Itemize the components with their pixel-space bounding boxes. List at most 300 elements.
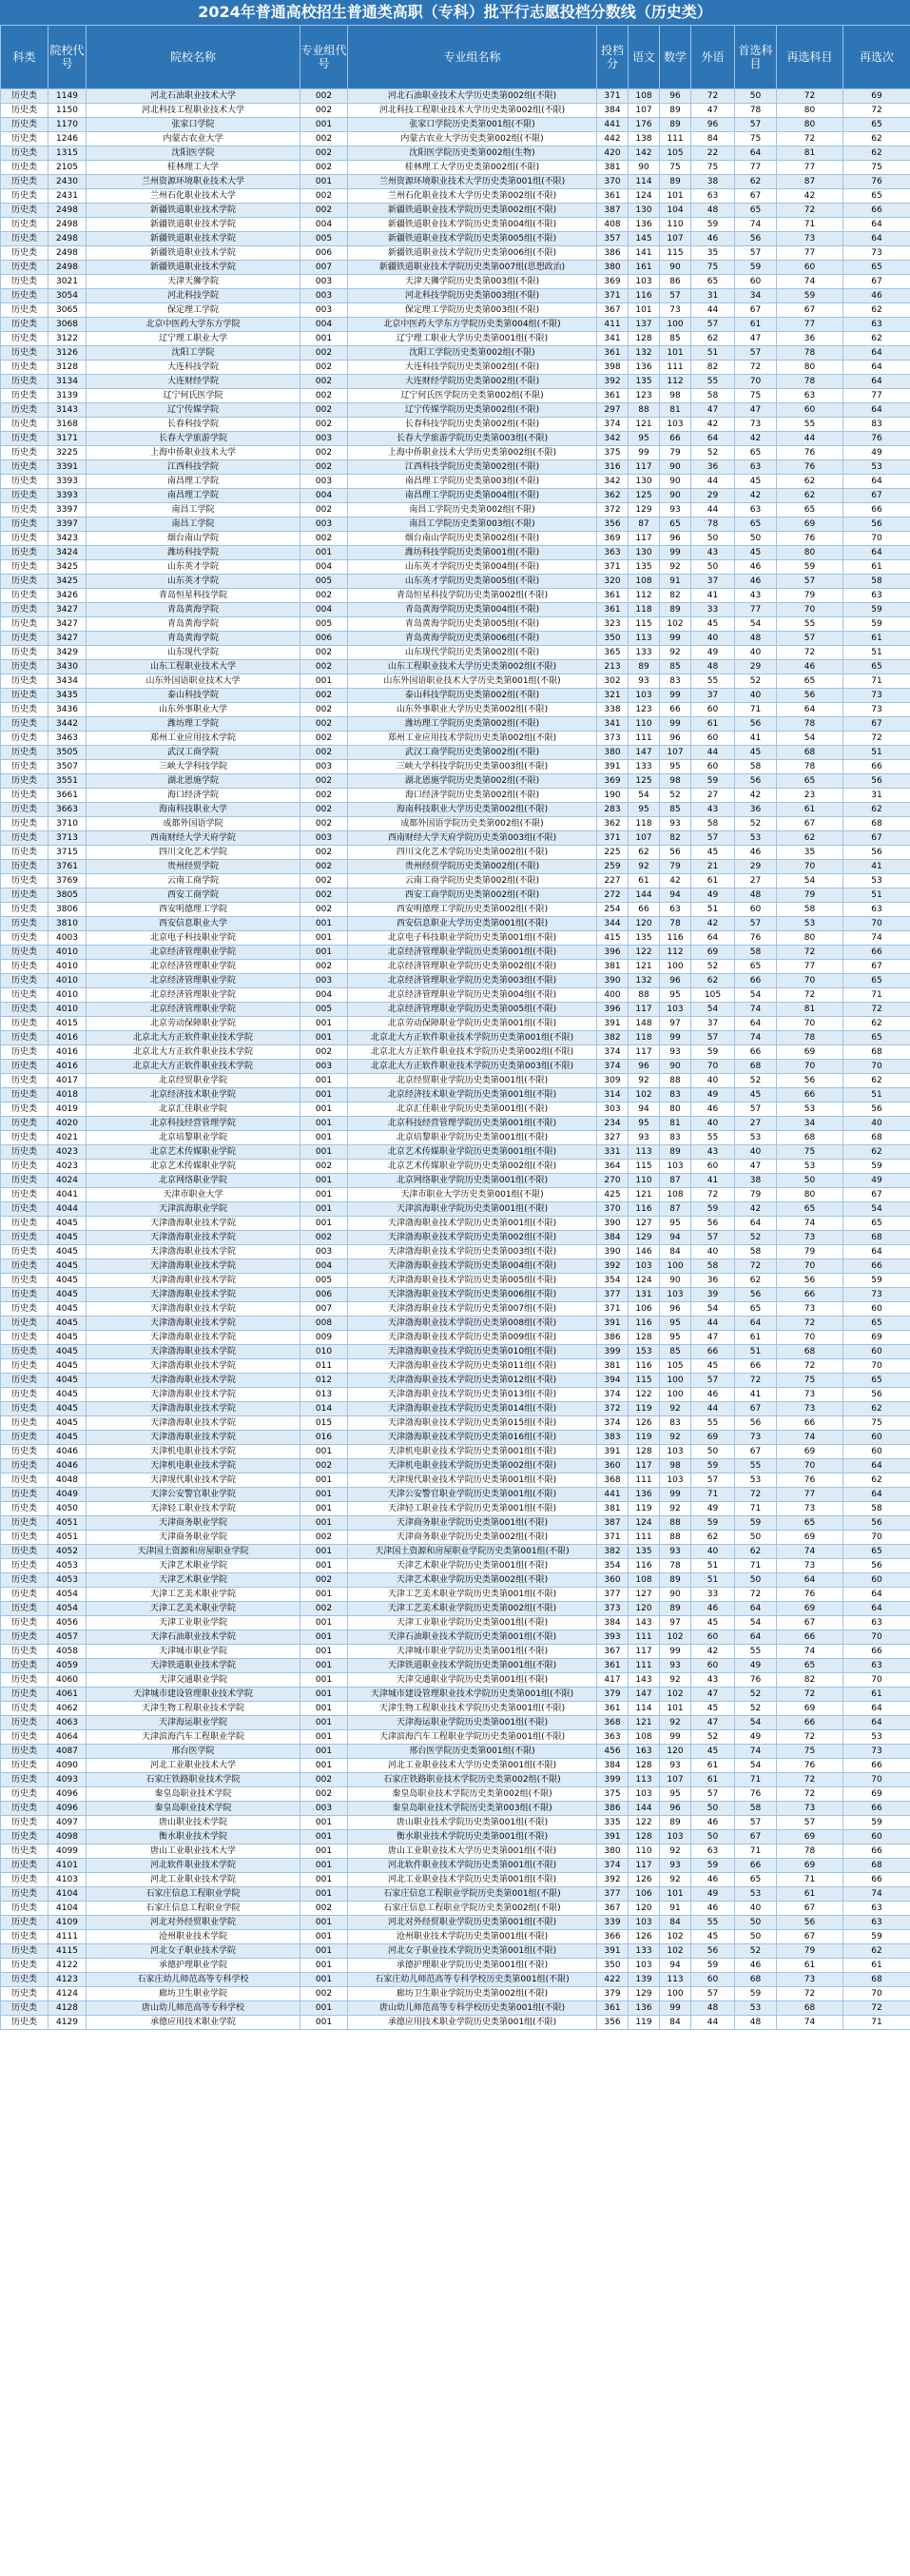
table-cell: 45: [691, 846, 735, 860]
table-cell: 44: [691, 1402, 735, 1416]
table-cell: 112: [629, 589, 660, 603]
table-cell: 历史类: [1, 1388, 48, 1402]
table-cell: 47: [691, 1688, 735, 1702]
table-cell: 146: [629, 1245, 660, 1259]
table-cell: 55: [735, 1459, 777, 1473]
table-cell: 72: [735, 1588, 777, 1602]
table-cell: 80: [777, 104, 843, 118]
table-cell: 53: [735, 1887, 777, 1902]
table-cell: 60: [843, 1573, 910, 1588]
table-row: [1, 1630, 910, 1645]
table-cell: 云南工商学院历史类第002组(不限): [348, 874, 597, 888]
table-row: [1, 1131, 910, 1145]
table-cell: 27: [735, 874, 777, 888]
table-cell: 55: [691, 375, 735, 389]
table-cell: 75: [735, 389, 777, 403]
table-cell: 四川文化艺术学院: [87, 846, 300, 860]
table-cell: 374: [597, 1859, 629, 1873]
table-cell: 153: [629, 1345, 660, 1359]
table-cell: 003: [300, 1245, 348, 1259]
table-cell: 115: [660, 246, 691, 261]
table-cell: 64: [843, 232, 910, 246]
table-cell: 历史类: [1, 89, 48, 104]
table-cell: 49: [691, 1887, 735, 1902]
table-cell: 3171: [48, 432, 87, 446]
table-cell: 历史类: [1, 161, 48, 175]
table-cell: 辽宁何氏医学院历史类第002组(不限): [348, 389, 597, 403]
table-row: [1, 703, 910, 717]
table-cell: 56: [843, 1516, 910, 1531]
table-cell: 63: [843, 318, 910, 332]
table-cell: 76: [735, 931, 777, 946]
table-cell: 天津城市职业学院历史类第001组(不限): [348, 1645, 597, 1659]
table-cell: 天津机电职业技术学院: [87, 1445, 300, 1459]
table-cell: 历史类: [1, 389, 48, 403]
table-cell: 103: [629, 1787, 660, 1802]
table-cell: 142: [629, 146, 660, 161]
table-row: [1, 789, 910, 803]
table-cell: 001: [300, 1645, 348, 1659]
table-cell: 1246: [48, 132, 87, 146]
table-cell: 历史类: [1, 1816, 48, 1830]
table-cell: 92: [660, 646, 691, 660]
table-cell: 3435: [48, 689, 87, 703]
table-cell: 121: [629, 1716, 660, 1730]
table-cell: 76: [777, 1759, 843, 1773]
table-cell: 001: [300, 1673, 348, 1688]
table-cell: 天津石油职业技术学院: [87, 1630, 300, 1645]
table-cell: 秦皇岛职业技术学院历史类第003组(不限): [348, 1802, 597, 1816]
table-row: [1, 589, 910, 603]
table-cell: 117: [629, 1045, 660, 1060]
table-cell: 44: [691, 475, 735, 489]
table-cell: 74: [735, 1031, 777, 1045]
table-cell: 133: [629, 1944, 660, 1959]
table-cell: 008: [300, 1317, 348, 1331]
table-cell: 3425: [48, 575, 87, 589]
table-cell: 002: [300, 460, 348, 475]
table-cell: 3427: [48, 617, 87, 632]
table-cell: 历史类: [1, 1502, 48, 1516]
table-cell: 57: [691, 1473, 735, 1488]
table-cell: 103: [660, 418, 691, 432]
table-cell: 005: [300, 1274, 348, 1288]
table-cell: 3805: [48, 888, 87, 903]
table-cell: 65: [691, 275, 735, 289]
table-cell: 承德应用技术职业学院历史类第001组(不限): [348, 2016, 597, 2030]
table-cell: 005: [300, 1003, 348, 1017]
table-row: [1, 1830, 910, 1844]
table-cell: 60: [691, 703, 735, 717]
table-cell: 014: [300, 1402, 348, 1416]
table-cell: 山东英才学院历史类第005组(不限): [348, 575, 597, 589]
table-cell: 4050: [48, 1502, 87, 1516]
table-cell: 历史类: [1, 2001, 48, 2016]
table-cell: 54: [735, 988, 777, 1003]
table-cell: 114: [629, 175, 660, 189]
table-cell: 66: [735, 1359, 777, 1374]
table-row: [1, 1588, 910, 1602]
table-cell: 002: [300, 204, 348, 218]
table-cell: 62: [843, 1074, 910, 1088]
table-cell: 105: [660, 1359, 691, 1374]
table-cell: 贵州经贸学院: [87, 860, 300, 874]
table-row: [1, 717, 910, 732]
table-row: [1, 1659, 910, 1673]
table-cell: 北京中医药大学东方学院: [87, 318, 300, 332]
table-row: [1, 988, 910, 1003]
table-cell: 47: [691, 1331, 735, 1345]
table-cell: 4020: [48, 1117, 87, 1131]
table-cell: 64: [735, 146, 777, 161]
table-cell: 399: [597, 1345, 629, 1359]
table-cell: 71: [777, 218, 843, 232]
table-cell: 历史类: [1, 789, 48, 803]
table-cell: 77: [777, 1488, 843, 1502]
table-row: [1, 689, 910, 703]
table-cell: 392: [597, 1259, 629, 1274]
table-cell: 50: [691, 532, 735, 546]
table-cell: 79: [777, 1245, 843, 1259]
table-cell: 青岛黄海学院历史类第004组(不限): [348, 603, 597, 617]
table-cell: 历史类: [1, 703, 48, 717]
table-cell: 山东现代学院历史类第002组(不限): [348, 646, 597, 660]
table-cell: 66: [735, 974, 777, 988]
table-cell: 384: [597, 1759, 629, 1773]
table-cell: 393: [597, 1630, 629, 1645]
table-cell: 71: [843, 674, 910, 689]
table-cell: 001: [300, 1702, 348, 1716]
table-cell: 天津渤海职业技术学院历史类第006组(不限): [348, 1288, 597, 1302]
table-cell: 62: [843, 1944, 910, 1959]
table-cell: 历史类: [1, 104, 48, 118]
table-cell: 4016: [48, 1045, 87, 1060]
table-cell: 沈阳医学院历史类第002组(生物): [348, 146, 597, 161]
table-row: [1, 189, 910, 204]
table-cell: 沈阳工学院: [87, 346, 300, 361]
table-cell: 123: [629, 389, 660, 403]
table-cell: 历史类: [1, 189, 48, 204]
table-cell: 67: [843, 831, 910, 846]
table-cell: 天津海运职业学院历史类第001组(不限): [348, 1716, 597, 1730]
table-cell: 369: [597, 774, 629, 789]
table-cell: 001: [300, 332, 348, 346]
table-cell: 57: [691, 1231, 735, 1245]
table-cell: 37: [691, 1017, 735, 1031]
table-row: [1, 846, 910, 860]
table-cell: 河北石油职业技术大学: [87, 89, 300, 104]
table-cell: 4045: [48, 1416, 87, 1431]
table-cell: 001: [300, 1217, 348, 1231]
table-cell: 历史类: [1, 1431, 48, 1445]
table-cell: 001: [300, 1559, 348, 1573]
table-cell: 北京科技经营管理学院历史类第001组(不限): [348, 1117, 597, 1131]
table-row: [1, 874, 910, 888]
table-cell: 60: [843, 1431, 910, 1445]
table-cell: 001: [300, 1017, 348, 1031]
table-cell: 002: [300, 888, 348, 903]
table-cell: 55: [777, 617, 843, 632]
table-cell: 4019: [48, 1103, 87, 1117]
table-row: [1, 1688, 910, 1702]
table-cell: 65: [843, 118, 910, 132]
table-cell: 46: [843, 289, 910, 303]
table-cell: 98: [660, 1459, 691, 1473]
table-cell: 61: [843, 1959, 910, 1973]
table-row: [1, 1802, 910, 1816]
table-cell: 57: [735, 118, 777, 132]
table-row: [1, 1003, 910, 1017]
table-cell: 4046: [48, 1445, 87, 1459]
table-cell: 南昌理工学院历史类第004组(不限): [348, 489, 597, 503]
table-row: [1, 1031, 910, 1045]
table-cell: 49: [843, 1174, 910, 1188]
table-cell: 309: [597, 1074, 629, 1088]
table-cell: 29: [691, 489, 735, 503]
table-cell: 41: [691, 589, 735, 603]
table-cell: 92: [660, 1402, 691, 1416]
table-cell: 62: [843, 1145, 910, 1160]
table-cell: 66: [735, 1859, 777, 1873]
table-cell: 56: [843, 1103, 910, 1117]
table-row: [1, 1816, 910, 1830]
table-cell: 北京电子科技职业学院历史类第001组(不限): [348, 931, 597, 946]
table-cell: 4045: [48, 1245, 87, 1259]
table-cell: 387: [597, 1516, 629, 1531]
table-cell: 118: [629, 603, 660, 617]
table-cell: 河北石油职业技术大学历史类第002组(不限): [348, 89, 597, 104]
table-cell: 58: [735, 1245, 777, 1259]
table-cell: 44: [691, 746, 735, 760]
table-cell: 71: [735, 1502, 777, 1516]
table-cell: 67: [735, 303, 777, 318]
table-cell: 002: [300, 1160, 348, 1174]
table-cell: 57: [777, 632, 843, 646]
table-cell: 44: [777, 432, 843, 446]
table-cell: 004: [300, 560, 348, 575]
table-cell: 69: [691, 1431, 735, 1445]
table-cell: 002: [300, 446, 348, 460]
table-cell: 119: [629, 1402, 660, 1416]
table-row: [1, 204, 910, 218]
table-cell: 350: [597, 1959, 629, 1973]
table-cell: 80: [660, 1103, 691, 1117]
table-cell: 99: [660, 1488, 691, 1502]
table-cell: 59: [735, 261, 777, 275]
table-cell: 54: [843, 1202, 910, 1217]
table-cell: 35: [691, 246, 735, 261]
table-cell: 63: [843, 1659, 910, 1673]
table-cell: 4045: [48, 1217, 87, 1231]
table-cell: 河北科技学院历史类第003组(不限): [348, 289, 597, 303]
table-cell: 天津渤海职业技术学院: [87, 1359, 300, 1374]
table-cell: 60: [843, 1302, 910, 1317]
table-cell: 64: [843, 375, 910, 389]
table-row: [1, 746, 910, 760]
table-cell: 74: [735, 1003, 777, 1017]
table-cell: 64: [843, 218, 910, 232]
table-cell: 山东英才学院: [87, 560, 300, 575]
table-cell: 83: [843, 418, 910, 432]
table-cell: 3393: [48, 475, 87, 489]
table-cell: 379: [597, 1688, 629, 1702]
table-cell: 65: [777, 1516, 843, 1531]
table-cell: 006: [300, 1288, 348, 1302]
table-cell: 135: [629, 375, 660, 389]
table-cell: 68: [843, 1045, 910, 1060]
table-cell: 59: [843, 1930, 910, 1944]
table-cell: 58: [843, 575, 910, 589]
table-cell: 天津商务职业学院: [87, 1531, 300, 1545]
table-cell: 92: [660, 1873, 691, 1887]
table-cell: 63: [777, 389, 843, 403]
table-cell: 126: [629, 1930, 660, 1944]
table-cell: 003: [300, 432, 348, 446]
table-cell: 72: [777, 204, 843, 218]
table-cell: 56: [777, 689, 843, 703]
table-cell: 天津渤海职业技术学院: [87, 1317, 300, 1331]
table-cell: 77: [777, 318, 843, 332]
table-cell: 历史类: [1, 346, 48, 361]
table-cell: 361: [597, 603, 629, 617]
table-cell: 66: [735, 1045, 777, 1060]
table-cell: 4023: [48, 1160, 87, 1174]
table-cell: 历史类: [1, 917, 48, 931]
table-cell: 73: [843, 703, 910, 717]
table-cell: 49: [691, 1088, 735, 1103]
table-cell: 42: [735, 789, 777, 803]
table-cell: 北京汇佳职业学院历史类第001组(不限): [348, 1103, 597, 1117]
table-cell: 137: [629, 318, 660, 332]
table-cell: 内蒙古农业大学: [87, 132, 300, 146]
table-cell: 40: [735, 1145, 777, 1160]
table-cell: 70: [843, 917, 910, 931]
table-cell: 天津机电职业技术学院: [87, 1459, 300, 1473]
table-cell: 64: [691, 931, 735, 946]
table-cell: 67: [777, 817, 843, 831]
table-cell: 57: [691, 1031, 735, 1045]
table-cell: 石家庄幼儿师范高等专科学校历史类第001组(不限): [348, 1973, 597, 1987]
table-cell: 3434: [48, 674, 87, 689]
table-cell: 历史类: [1, 617, 48, 632]
table-cell: 北京汇佳职业学院: [87, 1103, 300, 1117]
table-cell: 113: [629, 632, 660, 646]
table-cell: 75: [660, 161, 691, 175]
table-cell: 59: [735, 1987, 777, 2001]
table-cell: 121: [629, 418, 660, 432]
table-row: [1, 418, 910, 432]
table-cell: 76: [777, 1588, 843, 1602]
table-cell: 001: [300, 546, 348, 560]
table-row: [1, 760, 910, 774]
table-cell: 57: [735, 1103, 777, 1117]
table-cell: 62: [843, 303, 910, 318]
table-cell: 84: [660, 2016, 691, 2030]
table-cell: 65: [843, 1317, 910, 1331]
table-cell: 43: [691, 803, 735, 817]
table-cell: 辽宁何氏医学院: [87, 389, 300, 403]
table-cell: 94: [660, 1959, 691, 1973]
table-cell: 桂林理工大学历史类第002组(不限): [348, 161, 597, 175]
table-cell: 60: [777, 403, 843, 418]
table-cell: 354: [597, 1559, 629, 1573]
table-cell: 4023: [48, 1145, 87, 1160]
table-cell: 44: [691, 503, 735, 517]
page-title: 2024年普通高校招生普通类高职（专科）批平行志愿投档分数线（历史类）: [0, 0, 910, 25]
table-cell: 天津生物工程职业技术学院历史类第001组(不限): [348, 1702, 597, 1716]
table-cell: 40: [843, 1117, 910, 1131]
table-cell: 成都外国语学院: [87, 817, 300, 831]
table-cell: 002: [300, 646, 348, 660]
table-cell: 3769: [48, 874, 87, 888]
table-cell: 367: [597, 303, 629, 318]
table-cell: 62: [777, 489, 843, 503]
table-cell: 67: [735, 1402, 777, 1416]
table-cell: 96: [660, 89, 691, 104]
table-cell: 60: [843, 1345, 910, 1359]
table-cell: 内蒙古农业大学历史类第002组(不限): [348, 132, 597, 146]
table-cell: 69: [777, 1531, 843, 1545]
table-cell: 北京北大方正软件职业技术学院历史类第001组(不限): [348, 1031, 597, 1045]
table-cell: 53: [843, 460, 910, 475]
table-cell: 51: [843, 1088, 910, 1103]
table-cell: 116: [629, 1202, 660, 1217]
table-cell: 4021: [48, 1131, 87, 1145]
table-cell: 天津渤海职业技术学院: [87, 1331, 300, 1345]
table-cell: 北京经济管理职业学院: [87, 960, 300, 974]
table-cell: 历史类: [1, 275, 48, 289]
table-cell: 北京经济管理职业学院历史类第002组(不限): [348, 960, 597, 974]
table-cell: 001: [300, 1916, 348, 1930]
table-cell: 72: [777, 1317, 843, 1331]
table-cell: 天津渤海职业技术学院历史类第002组(不限): [348, 1231, 597, 1245]
table-cell: 96: [660, 532, 691, 546]
table-cell: 52: [735, 674, 777, 689]
table-cell: 144: [629, 1802, 660, 1816]
table-cell: 北京经济管理职业学院历史类第005组(不限): [348, 1003, 597, 1017]
table-cell: 历史类: [1, 289, 48, 303]
table-cell: 002: [300, 403, 348, 418]
table-cell: 51: [691, 903, 735, 917]
table-cell: 天津海运职业学院: [87, 1716, 300, 1730]
table-cell: 3661: [48, 789, 87, 803]
table-cell: 76: [777, 460, 843, 475]
table-cell: 89: [660, 1573, 691, 1588]
table-cell: 历史类: [1, 1902, 48, 1916]
table-cell: 002: [300, 532, 348, 546]
table-cell: 45: [735, 475, 777, 489]
table-cell: 007: [300, 1302, 348, 1317]
table-cell: 天津商务职业学院: [87, 1516, 300, 1531]
table-row: [1, 1559, 910, 1573]
table-cell: 36: [777, 332, 843, 346]
table-cell: 369: [597, 275, 629, 289]
table-cell: 111: [629, 1659, 660, 1673]
table-row: [1, 1060, 910, 1074]
table-cell: 117: [629, 1859, 660, 1873]
table-cell: 53: [735, 831, 777, 846]
table-cell: 海口经济学院: [87, 789, 300, 803]
table-cell: 62: [735, 1274, 777, 1288]
table-cell: 23: [777, 789, 843, 803]
table-cell: 110: [629, 1174, 660, 1188]
table-cell: 2105: [48, 161, 87, 175]
table-cell: 57: [691, 1787, 735, 1802]
table-cell: 83: [660, 1416, 691, 1431]
table-cell: 天津滨海职业学院历史类第001组(不限): [348, 1202, 597, 1217]
table-cell: 历史类: [1, 1402, 48, 1416]
table-cell: 4115: [48, 1944, 87, 1959]
